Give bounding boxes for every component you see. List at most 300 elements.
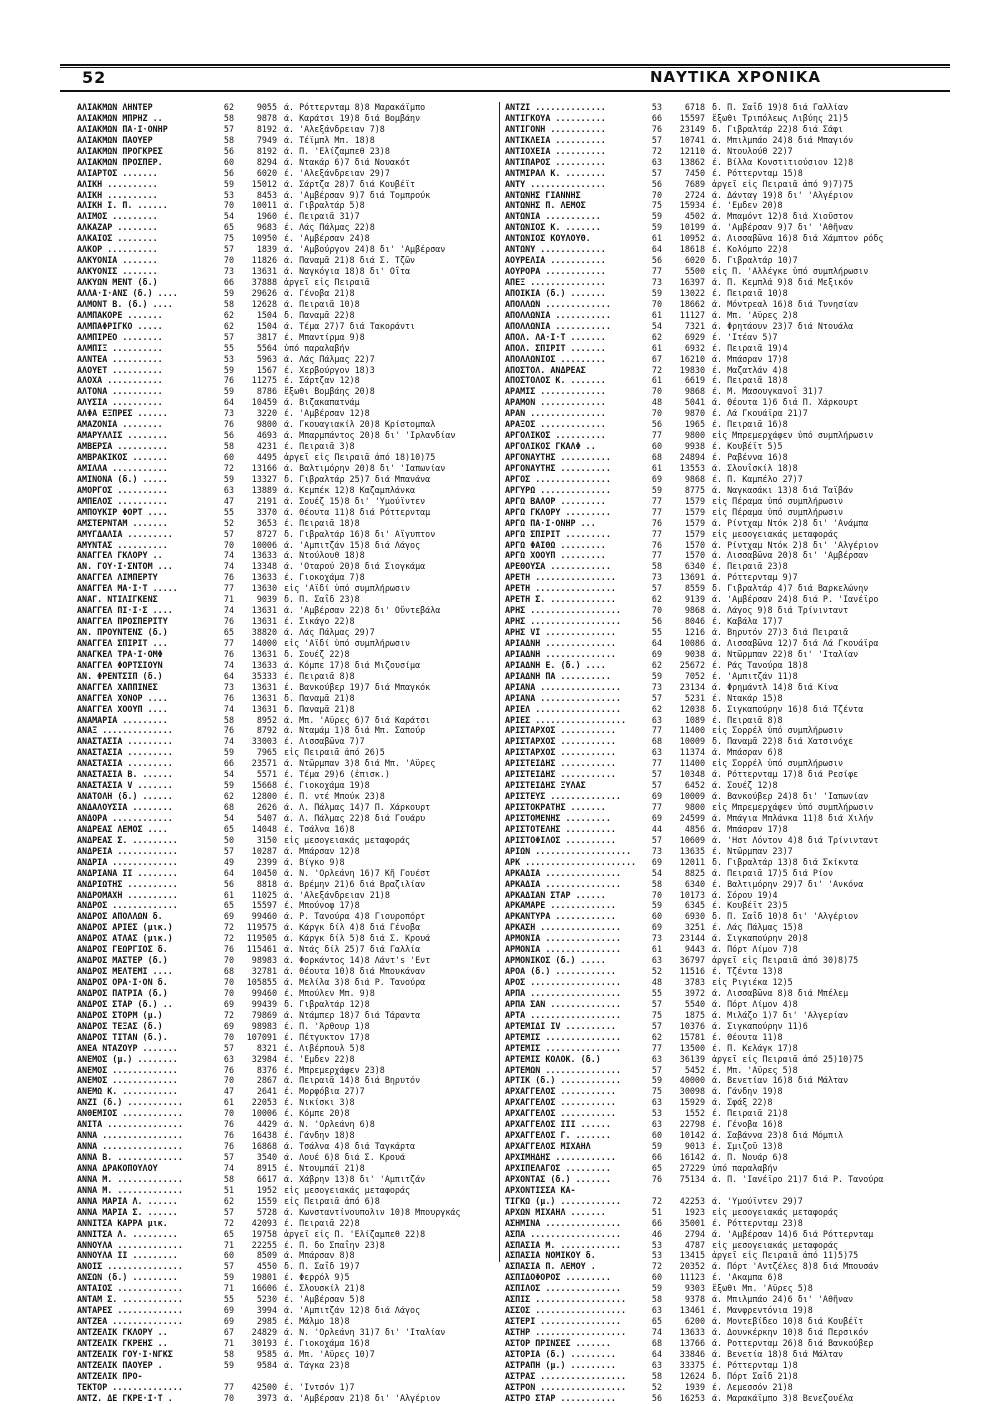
tonnage: 9038 <box>684 648 705 659</box>
build-year: 65 <box>651 1316 662 1327</box>
ship-name: ΑΡΓΩ ΒΑΛΟΡ ......... <box>505 495 606 506</box>
tonnage: 2867 <box>256 1075 277 1086</box>
ship-name: ΑΡΓΥΡΩ .............. <box>505 484 611 495</box>
ship-name: ΑΝΤΩΝΗΣ ΓΙΑΝΝΗΣ <box>505 189 581 200</box>
ship-status: ά. Γένοβα 21)8 <box>284 287 355 298</box>
ship-name: ΑΜΟΡΓΟΣ .......... <box>77 484 168 495</box>
ship-name: ΑΝΤΖΕΛΙΚ ΓΟΥ·Ι·ΝΓΚΣ <box>77 1348 173 1359</box>
ship-status: έ. Λάς Πάλμας 15)8 <box>712 922 803 933</box>
build-year: 59 <box>651 211 662 222</box>
tonnage: 8952 <box>256 714 277 725</box>
ship-entry <box>77 966 497 977</box>
tonnage: 13631 <box>251 681 277 692</box>
ship-status: ά. Λισσαβῶνα 8)8 διά Μπέλεμ <box>712 987 849 998</box>
build-year: 59 <box>223 287 234 298</box>
tonnage: 3251 <box>684 922 705 933</box>
ship-entry <box>505 332 925 343</box>
build-year: 74 <box>223 659 234 670</box>
ship-status: ά. Πειραιᾶ 17)5 διά Ρίον <box>712 867 834 878</box>
ship-name: ΑΡΚΑΜΑΡΕ ............. <box>505 900 616 911</box>
ship-name: ΑΣΠΑΣΙΑ Μ. ............ <box>505 1239 621 1250</box>
tonnage: 16142 <box>679 1152 705 1162</box>
ship-status: δ. Γιβραλτάρ 10)7 <box>712 255 798 266</box>
tonnage: 16210 <box>679 353 705 364</box>
ship-entry <box>505 671 925 682</box>
build-year: 59 <box>223 747 234 758</box>
ship-status: έ. 'Ιτέαν 5)7 <box>712 331 778 342</box>
tonnage: 9938 <box>684 441 705 452</box>
ship-name: ΑΡΚΑΝΤΥΡΑ ............ <box>505 911 616 922</box>
build-year: 57 <box>223 1042 234 1053</box>
ship-entry <box>505 966 925 977</box>
ship-status: ά. Ρόττερνταμ 9)7 <box>712 572 798 583</box>
ship-entry <box>77 266 497 277</box>
tonnage: 14048 <box>251 823 277 834</box>
ship-name: ΑΝΤΙΓΚΟΥΑ .......... <box>505 112 606 123</box>
ship-status: εἰς Ριγιέκα 12)5 <box>712 977 793 987</box>
ship-status: έ. 'Εμδεν 20)8 <box>712 200 783 211</box>
ship-status: ά. Π. 'Ελίζαμπεθ 23)8 <box>284 145 390 156</box>
ship-name: ΑΠΟΣΤΟΛ. ΑΝΔΡΕΑΣ <box>505 364 586 375</box>
ship-status: έ. Λάς Πάλμας 22)8 <box>284 222 375 233</box>
tonnage: 13630 <box>251 583 277 594</box>
ship-status: έ. Χερβούργον 18)3 <box>284 364 375 375</box>
build-year: 62 <box>651 594 662 605</box>
ship-name: ΑΡΧΑΓΓΕΛΟΣ ΜΙΧΑΗΛ <box>505 1141 591 1152</box>
ship-entry <box>77 1021 497 1032</box>
ship-entry <box>77 1229 497 1240</box>
build-year: 59 <box>223 364 234 375</box>
ship-status: έ. Μ. Μασουγκανοΐ 31)7 <box>712 386 823 397</box>
ship-entry <box>505 922 925 933</box>
tonnage: 4787 <box>684 1239 705 1250</box>
build-year: 76 <box>651 1173 662 1184</box>
tonnage: 4550 <box>256 1261 277 1272</box>
tonnage: 3994 <box>256 1305 277 1316</box>
tonnage: 11127 <box>679 309 705 320</box>
ship-name: ΑΛΜΟΝΤ Β. (δ.) .... <box>77 298 173 309</box>
ship-status: ά. Σλουΐσκίλ 18)8 <box>712 462 798 473</box>
tonnage: 99460 <box>251 987 277 998</box>
tonnage: 1923 <box>684 1206 705 1217</box>
ship-entry <box>505 1360 925 1371</box>
ship-entry <box>505 463 925 474</box>
ship-name: ΑΠΟΛΛΩΝ ............. <box>505 298 611 309</box>
build-year: 57 <box>223 123 234 134</box>
ship-entry <box>77 988 497 999</box>
ship-name: ΑΛΚΥΩΝ ΜΕΝΤ (δ.) <box>77 277 158 287</box>
ship-status: εἰς Σορρέλ ὑπό συμπλήρωσιν <box>712 758 844 769</box>
left-column <box>77 102 497 1404</box>
ship-entry <box>77 1283 497 1294</box>
ship-name: ΑΝΖΙ (δ.) ........... <box>77 1097 183 1108</box>
ship-name: ΑΡΗΣ .................. <box>505 616 621 627</box>
ship-name: ΑΛΙΑΡΤΟΣ ....... <box>77 167 158 178</box>
ship-name: ΑΝΟΙΣ ............... <box>77 1261 183 1272</box>
tonnage: 5963 <box>256 353 277 364</box>
ship-name: ΑΝΔΡΟΣ ΣΤΑΡ (δ.) .. <box>77 998 173 1009</box>
ship-status: έ. Πειραιᾶ 3)8 <box>284 441 355 452</box>
ship-name: ΑΜΑΖΟΝΙΑ ........ <box>77 419 163 430</box>
ship-entry <box>77 288 497 299</box>
ship-status: ά. Μπ. 'Αϋρες 10)7 <box>284 1348 375 1359</box>
ship-entry <box>77 1207 497 1218</box>
tonnage: 5500 <box>684 266 705 277</box>
build-year: 51 <box>651 1206 662 1217</box>
ship-name: ΑΝΔΡΟΜΑΧΗ .......... <box>77 889 178 900</box>
tonnage: 13415 <box>679 1250 705 1261</box>
build-year: 59 <box>223 1359 234 1370</box>
build-year: 63 <box>651 747 662 758</box>
ship-name: ΑΡΓΩ ΣΠΙΡΙΤ ......... <box>505 528 611 539</box>
tonnage: 7450 <box>684 167 705 178</box>
tonnage: 5041 <box>684 397 705 408</box>
tonnage: 9868 <box>684 605 705 616</box>
tonnage: 30098 <box>679 1086 705 1097</box>
ship-entry <box>77 397 497 408</box>
ship-name: ΑΣΠΑΣΙΑ Π. ΛΕΜΟΥ . <box>505 1261 596 1272</box>
ship-status: ά. Μπιλμπάο 24)6 δι' 'Αθῆναν <box>712 1294 854 1305</box>
ship-name: ΑΜΑΡΥΛΛΙΣ ........ <box>77 430 168 441</box>
ship-status: ά. 'Αμβούργον 24)8 δι' 'Αμβέρσαν <box>284 244 446 255</box>
tonnage: 13631 <box>251 692 277 703</box>
ship-entry <box>505 1196 925 1207</box>
ship-status: εἰς μεσογειακάς μεταφοράς <box>712 528 839 539</box>
ship-name: ΑΝΔΡΟΣ ΑΠΟΛΛΩΝ δ. <box>77 911 163 922</box>
tonnage: 16606 <box>251 1283 277 1294</box>
tonnage: 10348 <box>679 769 705 780</box>
ship-status: εἰς Μπρεμερχάφεν ὑπό συμπλήρωσιν <box>712 802 874 812</box>
ship-entry <box>505 1075 925 1086</box>
build-year: 74 <box>651 1327 662 1337</box>
build-year: 57 <box>651 583 662 594</box>
ship-name: ΑΡΧΑΓΓΕΛΟΣ Γ. ....... <box>505 1130 611 1141</box>
ship-entry <box>77 1086 497 1097</box>
tonnage: 11025 <box>251 889 277 900</box>
build-year: 77 <box>651 1042 662 1053</box>
right-column <box>505 102 925 1404</box>
tonnage: 8321 <box>256 1042 277 1053</box>
tonnage: 105855 <box>246 977 277 987</box>
ship-status: ά. Ντακάρ 6)7 διά Νουακότ <box>284 156 411 167</box>
tonnage: 16253 <box>679 1392 705 1403</box>
ship-status: ά. Πόρτ Λίμον 4)8 <box>712 998 798 1009</box>
ship-name: ΑΝΝΑ Μ. ............. <box>77 1173 183 1184</box>
ship-name: ΑΝΤΩΝΥ ............. <box>505 244 606 255</box>
ship-status: ά. Λάς Πάλμας 22)7 <box>284 353 375 364</box>
tonnage: 32781 <box>251 966 277 977</box>
tonnage: 13862 <box>679 156 705 167</box>
ship-entry <box>505 157 925 168</box>
ship-status: εἰς Πειραιᾶ ἀπό 6)8 <box>284 1195 380 1206</box>
ship-status: ά. Βενετίαν 16)8 διά Μάλταν <box>712 1075 849 1086</box>
ship-status: έ. 'Αμβέρσαν 24)8 <box>284 233 370 244</box>
ship-entry <box>77 747 497 758</box>
build-year: 57 <box>651 780 662 791</box>
ship-entry <box>77 1305 497 1316</box>
ship-name: ΑΝ. ΠΡΟΥΝΤΕΝΣ (δ.) <box>77 627 168 637</box>
ship-entry <box>505 146 925 157</box>
ship-entry <box>77 168 497 179</box>
ship-name: ΑΡΙΣΤΕΙΔΗΣ ........... <box>505 769 616 780</box>
ship-entry <box>77 124 497 135</box>
ship-name: ΑΡΚΑΣΗ ................ <box>505 922 621 933</box>
build-year: 51 <box>223 1184 234 1195</box>
ship-status: ά. Τέϊμπλ Μπ. 18)8 <box>284 134 375 145</box>
ship-status: έ. 'Αλεξάνδρειαν 29)7 <box>284 167 390 178</box>
tonnage: 75134 <box>679 1173 705 1184</box>
build-year: 73 <box>223 408 234 419</box>
tonnage: 8192 <box>256 145 277 156</box>
build-year: 76 <box>223 1130 234 1141</box>
build-year: 65 <box>223 823 234 834</box>
tonnage: 6020 <box>684 255 705 266</box>
ship-name: ΑΝΤΖΕΛΙΚ ΠΑΟΥΕΡ . <box>77 1359 163 1370</box>
build-year: 76 <box>651 539 662 550</box>
ship-status: έ. Μπ. 'Αϋρες 5)8 <box>712 1064 798 1075</box>
build-year: 76 <box>223 944 234 955</box>
build-year: 58 <box>223 1173 234 1184</box>
ship-entry <box>505 583 925 594</box>
ship-status: ά. 'Αμβέρσαν 24)8 διά Ρ. 'Ιανέϊρο <box>712 594 879 605</box>
ship-entry <box>505 419 925 430</box>
build-year: 52 <box>651 1381 662 1392</box>
ship-name: ΑΛΙΑΚΜΩΝ ΠΑ·Ι·ΟΝΗΡ <box>77 123 168 134</box>
ship-status: έ. Πειραιᾶ 8)8 <box>712 714 783 725</box>
build-year: 47 <box>223 1086 234 1097</box>
ship-entry <box>77 1141 497 1152</box>
build-year: 74 <box>223 736 234 747</box>
ship-status: έ. 'Αμβέρσαν 5)8 <box>284 1294 365 1305</box>
ship-status: δ. Γιβραλτάρ 22)8 διά Σάφι <box>712 123 844 134</box>
tonnage: 11400 <box>679 758 705 769</box>
ship-entry <box>77 769 497 780</box>
build-year: 57 <box>651 167 662 178</box>
ship-status: έ. Πειραιᾶ 16)8 <box>712 419 788 430</box>
tonnage: 13633 <box>251 550 277 561</box>
ship-entry <box>77 102 497 113</box>
ship-name: ΑΛΜΠΑΦΡΙΓΚΟ ..... <box>77 320 163 331</box>
ship-status: ά. Βιζακαπατνάμ <box>284 397 360 408</box>
ship-status: ά. Τάγκα 23)8 <box>284 1359 350 1370</box>
tonnage: 2191 <box>256 495 277 506</box>
tonnage: 4502 <box>684 211 705 222</box>
ship-entry <box>77 1032 497 1043</box>
ship-status: δ. Π. Σαΐδ 19)8 διά Γαλλίαν <box>712 102 849 112</box>
ship-entry <box>77 1261 497 1272</box>
tonnage: 5231 <box>684 692 705 703</box>
ship-entry <box>505 769 925 780</box>
build-year: 57 <box>651 1064 662 1075</box>
tonnage: 42093 <box>251 1217 277 1228</box>
build-year: 70 <box>651 408 662 419</box>
ship-status: ά. Ρ. Τανούρα 4)8 Γιουροπόρτ <box>284 911 426 922</box>
ship-entry <box>505 725 925 736</box>
tonnage: 42253 <box>679 1195 705 1206</box>
ship-entry <box>505 933 925 944</box>
build-year: 57 <box>223 1261 234 1272</box>
ship-name: ΑΝΤΖΕΛΙΚ ΓΚΛΟΡΥ .. <box>77 1327 168 1337</box>
ship-status: ά. Λισσαβῶνα 12)7 διά Λά Γκουάϊρα <box>712 637 879 648</box>
ship-name: ΑΝΔΡΕΑΣ Σ. ......... <box>77 834 178 845</box>
tonnage: 23134 <box>679 681 705 692</box>
ship-name: ΑΡΙΣΤΟΚΡΑΤΗΣ ....... <box>505 802 606 812</box>
tonnage: 12011 <box>679 856 705 867</box>
ship-entry <box>77 725 497 736</box>
ship-entry <box>505 255 925 266</box>
ship-entry <box>505 550 925 561</box>
ship-status: ά. Μαρακάϊμπο 3)8 Βενεζουέλα <box>712 1392 854 1403</box>
tonnage: 42500 <box>251 1381 277 1392</box>
ship-name: ΑΡΚ ...................... <box>505 856 637 867</box>
ship-status: ά. Λισσαβῶνα 16)8 διά Χάμπτον ρόδς <box>712 233 884 244</box>
ship-status: έ. Μπούνοφ 17)8 <box>284 900 360 911</box>
ship-name: ΑΡΤΕΜΙΣ ............... <box>505 1031 621 1042</box>
tonnage: 16397 <box>679 277 705 287</box>
ship-name: ΑΣΠΑ .................. <box>505 1228 621 1239</box>
ship-name: ΑΜΒΕΡΣΑ .......... <box>77 441 168 452</box>
ship-entry <box>505 1021 925 1032</box>
ship-entry <box>77 1272 497 1283</box>
tonnage: 1839 <box>256 244 277 255</box>
ship-name: ΑΡΧΙΠΕΛΑΓΟΣ ......... <box>505 1162 611 1173</box>
ship-status: ά. Πόρτ Λίμον 7)8 <box>712 944 798 955</box>
ship-entry <box>505 879 925 890</box>
ship-entry <box>505 1119 925 1130</box>
ship-status: ά. 'Αλεξάνδρειαν 21)8 <box>284 889 390 900</box>
ship-status: ά. Μπάσραν 17)8 <box>712 353 788 364</box>
tonnage: 12038 <box>679 703 705 714</box>
ship-entry <box>505 1316 925 1327</box>
ship-name: ΑΡΑΜΟΝ ............. <box>505 397 606 408</box>
ship-name: ΑΜΙΝΟΝΑ (δ.) ..... <box>77 473 168 484</box>
ship-entry <box>505 518 925 529</box>
ship-status: ά. 'Υμούϊντεν 29)7 <box>712 1195 803 1206</box>
ship-name: ΑΝΑΓΓΕΛ ΜΑ·Ι·Τ ..... <box>77 583 178 594</box>
tonnage: 4856 <box>684 823 705 834</box>
build-year: 65 <box>223 900 234 911</box>
ship-entry <box>505 616 925 627</box>
tonnage: 1570 <box>684 539 705 550</box>
tonnage: 3653 <box>256 517 277 528</box>
build-year: 64 <box>651 1348 662 1359</box>
tonnage: 3370 <box>256 506 277 517</box>
build-year: 58 <box>223 112 234 123</box>
ship-status: έ. Γιοκοχάμα 7)8 <box>284 572 365 583</box>
ship-name: ΑΡΙΣΤΟΦΙΛΟΣ .......... <box>505 834 616 845</box>
ship-status: έ. Μορφόβια 27)7 <box>284 1086 365 1097</box>
build-year: 59 <box>651 670 662 681</box>
ship-entry <box>505 1163 925 1174</box>
ship-status: ά. Μπάγια Μπλάνκα 11)8 διά Χιλήν <box>712 812 874 823</box>
ship-entry <box>505 540 925 551</box>
build-year: 61 <box>651 342 662 353</box>
tonnage: 9584 <box>256 1359 277 1370</box>
ship-name: ΑΣΠΙΣ .................. <box>505 1294 627 1305</box>
ship-entry <box>77 1119 497 1130</box>
build-year: 59 <box>651 1075 662 1086</box>
ship-entry <box>505 102 925 113</box>
ship-status: ὑπό παραλαβήν <box>712 1162 778 1173</box>
ship-entry <box>77 1196 497 1207</box>
build-year: 63 <box>651 1119 662 1130</box>
build-year: 53 <box>651 1250 662 1261</box>
tonnage: 5571 <box>256 769 277 780</box>
ship-name: ΑΡΑΝ ............... <box>505 408 606 419</box>
ship-status: δ. Παναμᾶ 21)8 <box>284 692 355 703</box>
tonnage: 36797 <box>679 955 705 966</box>
build-year: 61 <box>223 1097 234 1108</box>
ship-status: δ. Π. Σαΐδ 19)7 <box>284 1261 360 1272</box>
ship-name: ΑΝΔΡΟΣ ΜΑΣΤΕΡ (δ.) <box>77 955 168 966</box>
tonnage: 13633 <box>679 1327 705 1337</box>
build-year: 77 <box>651 430 662 441</box>
ship-status: έ. 'Ιντσόν 1)7 <box>284 1381 355 1392</box>
build-year: 56 <box>651 255 662 266</box>
ship-status: έ. Βαλτιμόρην 29)7 δι' 'Ανκόνα <box>712 878 864 889</box>
ship-name: ΑΝΣΩΝ (δ.) ......... <box>77 1272 178 1283</box>
tonnage: 8294 <box>256 156 277 167</box>
build-year: 57 <box>651 134 662 145</box>
tonnage: 7689 <box>684 178 705 189</box>
ship-name: ΑΝ. ΦΡΕΝΤΣΙΠ (δ.) <box>77 670 163 681</box>
ship-name: ΑΡΤΕΜΩΝ ............... <box>505 1064 621 1075</box>
ship-entry <box>77 616 497 627</box>
ship-status: ά. Μπάσραν 17)8 <box>712 823 788 834</box>
tonnage: 13633 <box>251 659 277 670</box>
ship-entry <box>505 113 925 124</box>
tonnage: 15929 <box>679 1097 705 1108</box>
tonnage: 4495 <box>256 452 277 462</box>
tonnage: 23571 <box>251 758 277 769</box>
ship-status: ά. 'Αμβέρσαν 9)7 διά Τομπρούκ <box>284 189 431 200</box>
tonnage: 4693 <box>256 430 277 441</box>
ship-name: ΑΝ. ΓΟΥ·Ι·ΣΝΤΟΜ ... <box>77 561 173 572</box>
ship-name: ΑΝΔΡΙΩΤΗΣ .......... <box>77 878 178 889</box>
ship-status: ά. Λισσαβῶνα 20)8 δι' 'Αμβέρσαν <box>712 550 869 561</box>
ship-name: ΑΛΜΠΙΡΕΟ ........ <box>77 331 163 342</box>
build-year: 49 <box>223 856 234 867</box>
ship-name: ΑΝΔΡΟΣ ΟΡΑ·Ι·ΟΝ δ. <box>77 977 168 987</box>
tonnage: 23144 <box>679 933 705 944</box>
tonnage: 1089 <box>684 714 705 725</box>
build-year: 56 <box>651 178 662 189</box>
build-year: 74 <box>223 561 234 572</box>
ship-status: εἰς Π. 'Αλλέγκε ὑπό συμπλήρωσιν <box>712 266 869 277</box>
ship-status: ά. Φρητάουν 23)7 διά Ντουάλα <box>712 320 854 331</box>
build-year: 66 <box>651 1152 662 1162</box>
ship-name: ΑΝΝΑ Β. ............. <box>77 1152 183 1162</box>
build-year: 69 <box>223 1316 234 1327</box>
ship-status: ά. Τέμα 27)7 διά Τακοράντι <box>284 320 416 331</box>
build-year: 71 <box>223 594 234 605</box>
build-year: 59 <box>651 484 662 495</box>
ship-entry <box>77 540 497 551</box>
ship-status: έ. Π. Καμπέλο 27)7 <box>712 473 803 484</box>
ship-status: ά. Γιβραλτάρ 5)8 <box>284 200 365 211</box>
ship-entry <box>77 430 497 441</box>
ship-entry <box>505 835 925 846</box>
tonnage: 5728 <box>256 1206 277 1217</box>
build-year: 59 <box>223 386 234 397</box>
ship-name: ΤΕΚΤΟΡ .............. <box>77 1381 183 1392</box>
build-year: 57 <box>651 1020 662 1031</box>
build-year: 58 <box>223 1348 234 1359</box>
tonnage: 10142 <box>679 1130 705 1141</box>
ship-status: ά. Ντῶρμπαν 3)8 διά Μπ. 'Αϋρες <box>284 758 436 769</box>
tonnage: 99439 <box>251 998 277 1009</box>
ship-name: ΑΝΑΓΓΕΛ ΛΙΜΠΕΡΤΥ <box>77 572 158 583</box>
